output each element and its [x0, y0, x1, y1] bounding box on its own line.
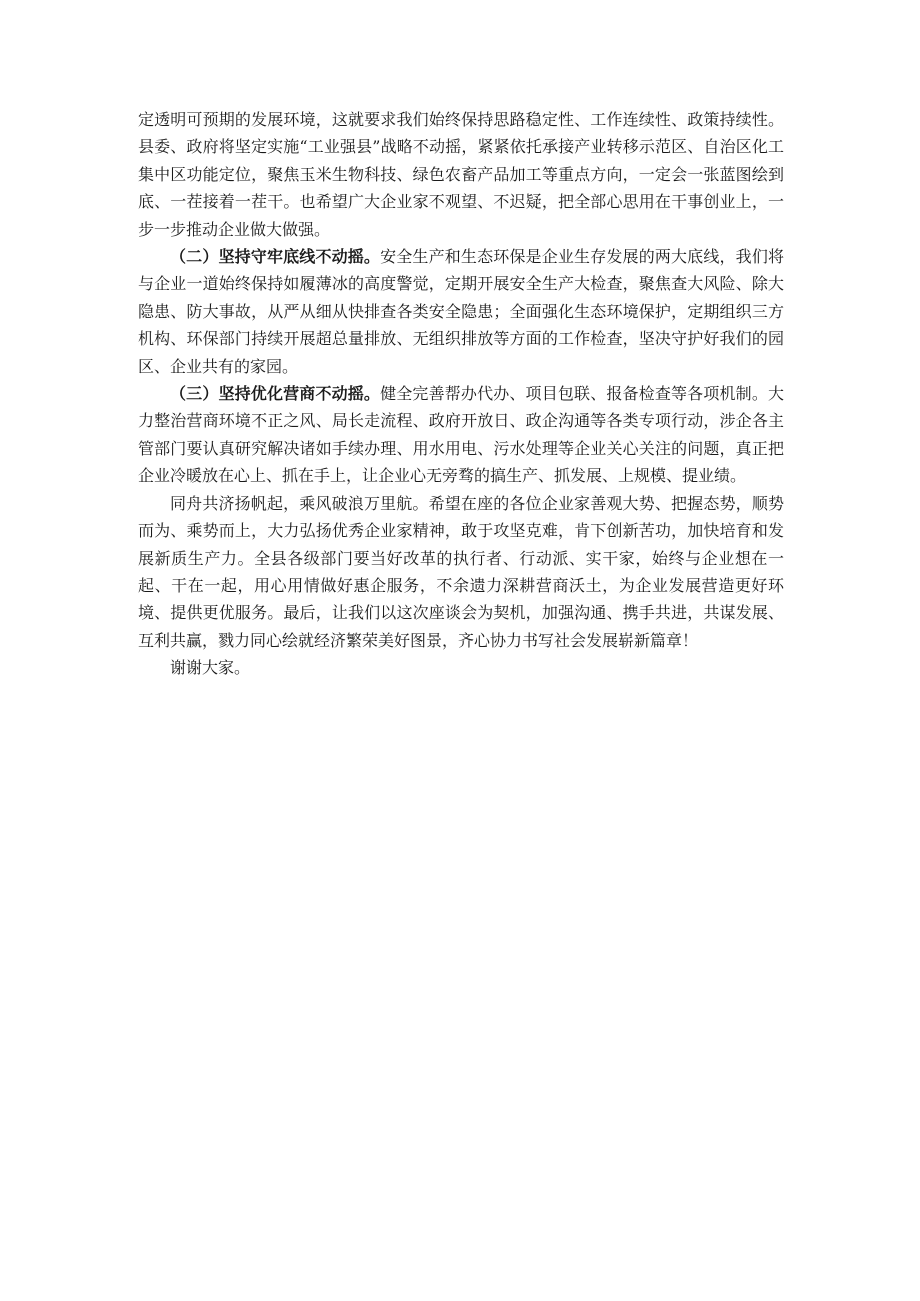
- paragraph-business-environment: [138, 380, 784, 490]
- section-body-2: 安全生产和生态环保是企业生存发展的两大底线，我们将与企业一道始终保持如履薄冰的高度警觉，定期开展安全生产大检查，聚焦查大风险、除大隐患、防大事故，从严从细从快排查各类安全隐患；全面强化生态环境保护，定期组织三方机构、环保部门持续开展超总量排放、无组织排放等方面的工作检查，坚决守护好我们的园区、企业共有的家园。: [138, 247, 784, 376]
- section-heading-3: （三）坚持优化营商不动摇。: [170, 384, 381, 404]
- paragraph-closing: 同舟共济扬帆起，乘风破浪万里航。希望在座的各位企业家善观大势、把握态势，顺势而为、乘势而上，大力弘扬优秀企业家精神，敢于攻坚克难，肯下创新苦功，加快培育和发展新质生产力。全县各级部门要当好改革的执行者、行动派、实干家，始终与企业想在一起、干在一起，用心用情做好惠企服务，不余遗力深耕营商沃土，为企业发展营造更好环境、提供更优服务。最后，让我们以这次座谈会为契机，加强沟通、携手共进，共谋发展、互利共赢，戮力同心绘就经济繁荣美好图景，齐心协力书写社会发展崭新篇章！: [138, 493, 784, 650]
- paragraph-thanks: 谢谢大家。: [170, 658, 251, 678]
- document-page: [138, 106, 784, 682]
- paragraph-continuation: 定透明可预期的发展环境，这就要求我们始终保持思路稳定性、工作连续性、政策持续性。县委、政府将坚定实施“工业强县”战略不动摇，紧紧依托承接产业转移示范区、自治区化工集中区功能定位，聚焦玉米生物科技、绿色农畜产品加工等重点方向，一定会一张蓝图绘到底、一茬接着一茬干。也希望广大企业家不观望、不迟疑，把全部心思用在干事创业上，一步一步推动企业做大做强。: [138, 110, 784, 239]
- section-heading-2: （二）坚持守牢底线不动摇。: [170, 247, 381, 267]
- section-body-3: 健全完善帮办代办、项目包联、报备检查等各项机制。大力整治营商环境不正之风、局长走流程、政府开放日、政企沟通等各类专项行动，涉企各主管部门要认真研究解决诸如手续办理、用水用电、污水处理等企业关心关注的问题，真正把企业冷暖放在心上、抓在手上，让企业心无旁骛的搞生产、抓发展、上规模、提业绩。: [138, 384, 784, 486]
- paragraph-bottom-line: [138, 243, 784, 380]
